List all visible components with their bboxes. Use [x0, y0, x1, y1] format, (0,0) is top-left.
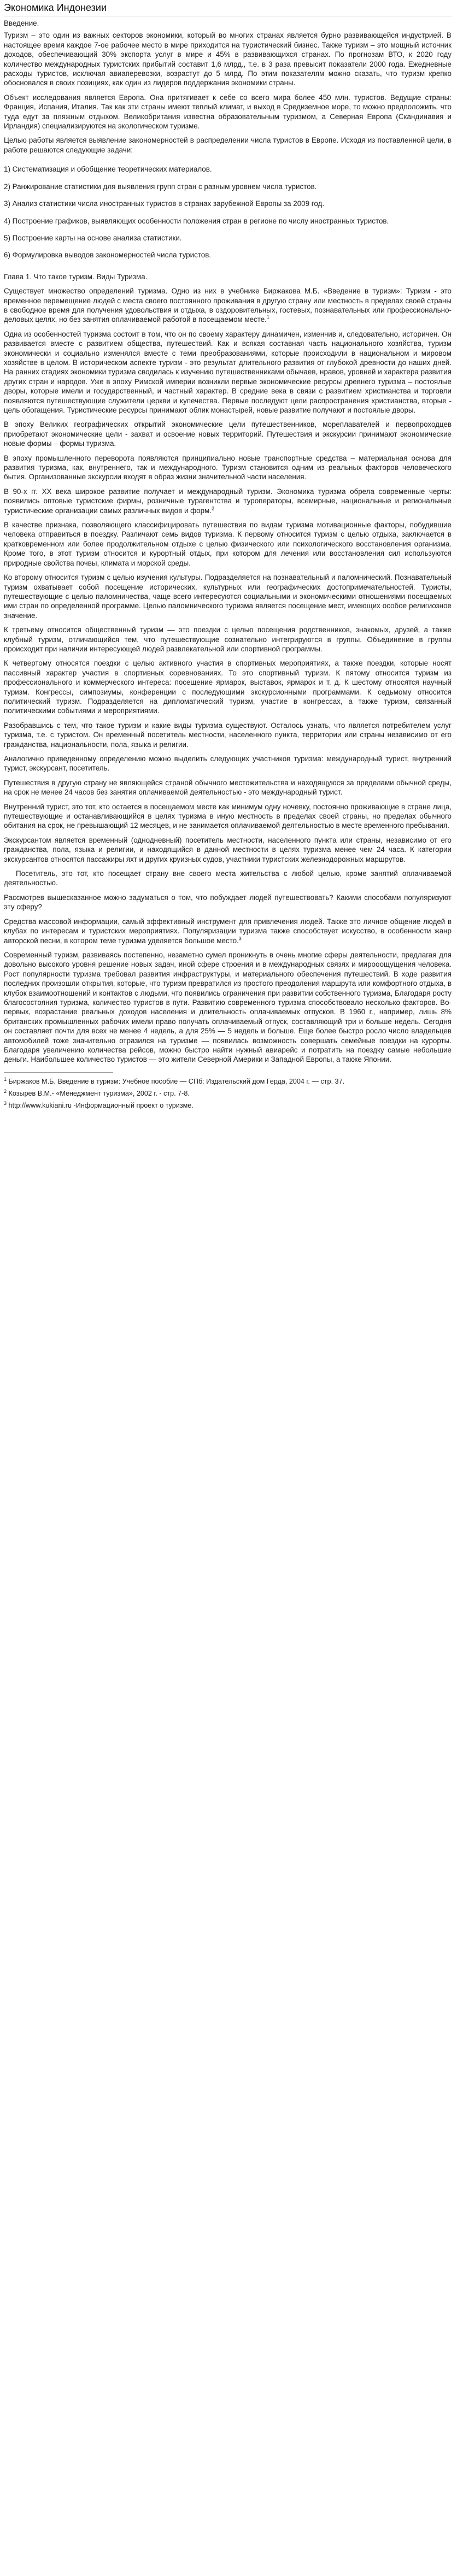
footnote-ref[interactable]: 2 [212, 505, 215, 511]
paragraph-text: Средства массовой информации, самый эффективный инструмент для привлечения людей. Также это личное общение людей в клубах по интересам и туристских мероприятиях. Популяризации туризма также способствует искусство, в особенности жанр авторской песни, в котором теме туризма уделяется большое место. [4, 917, 452, 945]
chapter-paragraph: Современный туризм, развиваясь постепенно, незаметно сумел проникнуть в очень многие сферы деятельности, предлагая для довольно высокого уровня решение новых задач, иной сфере строения и в международных связях и мирооощущения человека. Рост популярности туризма требовал развития инфраструктуры, и материального обеспечения путешествий. В ходе развития последних произошли открытия, которые, что туризм превратился из простого преодоления маршрута или комфортного отдыха, в клубок взаимоотношений и контактов с людьми, что появились ограничения при развитии собственного туризма, Благодаря росту благосостояния туризма, количество туристов в пути. Развитию современного туризма способствовало несколько факторов. Во-первых, возрастание реальных доходов населения и длительность оплачиваемых отпусков. В 1960 г., например, лишь 8% британских промышленных рабочих имели право получать оплачиваемый отпуск, составляющий три и больше недель. Сегодня он составляет почти для всех не менее 4 недель, а для 25% — 5 недель и больше. Еще более быстро росло число владельцев автомобилей тоже значительно отразился на туризме — появилась возможность совершать семейные поездки на курорты. Благодаря увеличению количества рейсов, можно быстро найти нужный авиарейс и потратить на поездку самые небольшие деньги. Наибольшее количество туристов — это жители Северной Америки и Западной Европы, а также Японии. [4, 950, 452, 1064]
chapter-paragraph: Ко второму относится туризм с целью изучения культуры. Подразделяется на познавательный и паломнический. Познавательный туризм охватывает собой посещение исторических, культурных или географических достопримечательностей. Туристы, путешествующие с целью паломничества, чаще всего интересуются социальными и экономическими отношениями посещаемых ими стран по определенной программе. Целью паломнического туризма является посещение мест, имеющих особое религиозное значение. [4, 573, 452, 620]
chapter-paragraph [4, 917, 452, 945]
chapter-paragraph: Рассмотрев вышесказанное можно задуматься о том, что побуждает людей путешествовать? Какими способами популяризуют эту сферу? [4, 893, 452, 911]
footnote-number: 2 [4, 1088, 7, 1094]
section-introduction-heading: Введение. [4, 19, 39, 27]
footnote-ref[interactable]: 1 [266, 314, 269, 320]
paragraph-text: Существует множество определений туризма. Одно из них в учебнике Биржакова М.Б. «Введение в туризм»: Туризм - это временное перемещение людей с места своего постоянного проживания в другую страну или местность в пределах своей страны в свободное время для получения удовольствия и отдыха, в оздоровительных, гостевых, познавательных или профессионально-деловых целях, но без занятия оплачиваемой работой в посещаемом месте. [4, 287, 452, 324]
tasks-list [4, 164, 452, 260]
footnote-text: Биржаков М.Б. Введение в туризм: Учебное пособие — СПб: Издательский дом Герда, 2004 г. — стр. 37. [8, 1077, 345, 1085]
chapter-paragraph: Посетитель, это тот, кто посещает страну вне своего места жительства с любой целью, кроме занятий оплачиваемой деятельностью. [4, 869, 452, 887]
document-title: Экономика Индонезии [4, 2, 107, 13]
chapter-paragraph: В эпоху Великих географических открытий экономические цели путешественников, мореплавателей и первопроходцев приобретают экономические цели - захват и освоение новых территорий. Путешествия и экскурсии принимают экономические новые формы – формы туризма. [4, 420, 452, 448]
paragraph-text: В 90-х гг. XX века широкое развитие получает и международный туризм. Экономика туризма обрела современные черты: появились оптовые туристские фирмы, розничные турагентства и туроператоры, всемирные, национальные и региональные туристические организации самых различных видов и форм. [4, 487, 452, 515]
chapter-paragraph: В качестве признака, позволяющего классифицировать путешествия по видам туризма мотивационные факторы, побудившие человека отправиться в поездку. Различают семь видов туризма. К первому относится туризм с целью отдыха, заключается в кратковременном или более продолжительном отдыхе с целью физического или психологического восстановления организма. Кроме того, в этот туризм относится и курортный отдых, при котором для лечения или восстановления сил используются природные свойства почвы, климата и морской среды. [4, 521, 452, 567]
task-item: 2) Ранжирование статистики для выявления групп стран с разным уровнем числа туристов. [4, 182, 317, 191]
footnote-text: Козырев В.М.- «Менеджмент туризма», 2002 г. - стр. 7-8. [8, 1089, 190, 1097]
task-item: 6) Формулировка выводов закономерностей числа туристов. [4, 251, 212, 260]
chapter-paragraph: Аналогично приведенному определению можно выделить следующих участников туризма: международный турист, внутренний турист, экскурсант, посетитель. [4, 755, 452, 773]
chapter-paragraph: К третьему относится общественный туризм — это поездки с целью посещения родственников, знакомых, друзей, а также клубный туризм, отличающийся тем, что путешествующие сознательно интегрируются в группы. Объединение в группы происходит при наличии интересующей людей развлекательной или спортивной программы. [4, 626, 452, 653]
chapter-paragraph: К четвертому относятся поездки с целью активного участия в спортивных мероприятиях, а также поездки, которые носят пассивный характер участия в спортивных соревнованиях. То это спортивный туризм. К пятому относится туризм из профессионального и коммерческого интереса: посещение ярмарок, выставок, ярмарок и т. д. К шестому относятся научный туризм. Конгрессы, симпозиумы, конференции с последующими экскурсионными программами. К седьмому относится политический туризм. Подразделяется на дипломатический туризм, участие в конгрессах, а также туризм, связанный политическими событиями и мероприятиями. [4, 659, 452, 715]
intro-paragraph-1: Туризм – это один из важных секторов экономики, который во многих странах является бурно развивающейся индустрией. В настоящее время каждое 7-ое рабочее место в мире приходится на туристический бизнес. Также туризм – это мощный источник доходов, обеспечивающий 30% экспорта услуг в мире и 45% в развивающихся странах. По прогнозам ВТО, к 2020 году количество международных туристских прибытий составит 1,6 млрд., т.е. в 3 раза превысит показатели 2000 года. Ежедневные расходы туристов, исключая авиаперевозки, возрастут до 5 млрд. По этим показателям можно сказать, что туризм крепко обосновался в своих позициях, как один из лидеров поддержания экономики страны. [4, 31, 452, 87]
footnote [4, 1101, 452, 1110]
chapter-paragraph: Путешествия в другую страну не являющейся страной обычного местожительства и находящуюся за пределами обычной среды, на срок не менее 24 часов без занятия оплачиваемой деятельностью - это международный турист. [4, 778, 452, 797]
footnote-ref[interactable]: 3 [238, 936, 242, 942]
intro-paragraph-2: Объект исследования является Европа. Она притягивает к себе со всего мира более 450 млн. туристов. Ведущие страны: Франция, Испания, Италия. Так как эти страны имеют теплый климат, и выход в Средиземное море, то можно предположить, что туда едут за пляжным отдыхом. Великобритания известна образовательным туризмом, а Северная Европа (Скандинавия и Ирландия) специализируются на экологическом туризме. [4, 93, 452, 131]
intro-paragraph-3: Целью работы является выявление закономерностей в распределении числа туристов в Европе. Исходя из поставленной цели, в работе решаются следующие задачи: [4, 136, 452, 154]
task-item: 5) Построение карты на основе анализа статистики. [4, 233, 182, 242]
chapter-1-heading: Глава 1. Что такое туризм. Виды Туризма. [4, 272, 148, 281]
chapter-paragraph: Экскурсантом является временный (однодневный) посетитель местности, населенного пункта или страны, независимо от его гражданства, пола, языка и религии, и находящийся в данной местности в целях туризма менее чем 24 часа. К категории экскурсантов относятся пассажиры яхт и других круизных судов, участники туристских железнодорожных маршрутов. [4, 836, 452, 863]
task-item: 4) Построение графиков, выявляющих особенности положения стран в регионе по числу иностранных туристов. [4, 216, 389, 225]
document-page [0, 1, 455, 1110]
chapter-paragraph: В эпоху промышленного переворота появляются принципиально новые транспортные средства – материальная основа для развития туризма, как, внутреннего, так и международного. Туризм становится одним из реальных факторов человеческого бытия. Организованные экскурсии входят в образ жизни значительной части населения. [4, 454, 452, 481]
chapter-paragraph: Внутренний турист, это тот, кто остается в посещаемом месте как минимум одну ночевку, постоянно проживающие в стране лица, путешествующие и останавливающийся в целях туризма в иную местность в пределах своей страны, но пределах обычного обитания на срок, не превышающий 12 месяцев, и не занимается оплачиваемой деятельностью в месте временного пребывания. [4, 802, 452, 830]
footnote-divider [4, 1072, 113, 1073]
chapter-paragraph [4, 487, 452, 515]
chapter-paragraph [4, 286, 452, 325]
footnote-text[interactable]: http://www.kukiani.ru -Информационный проект о туризме. [8, 1101, 194, 1109]
task-item: 1) Систематизация и обобщение теоретических материалов. [4, 165, 212, 174]
chapter-paragraph: Одна из особенностей туризма состоит в том, что он по своему характеру динамичен, изменчив и, следовательно, историчен. Он развивается вместе с развитием общества, путешествий. Как и всякая составная часть национального хозяйства, туризм экономически и социально изменялся вместе с теми преобразованиями, которые происходили в национальном и мировом хозяйстве в целом. В историческом аспекте туризм - это результат длительного развития от глубокой древности до наших дней. На ранних стадиях экономики туризма сводилась к изучению путешественниками обычаев, нравов, уровней и характера развития других стран и народов. Уже в эпоху Римской империи возникли первые экономические ресурсы древнего туризма – постоялые дворы, которые имели и государственный, и частный характер. В средние века в связи с развитием христианства и торговли появляются путешествующие служители церкви и купечества. Первые последуют цели распространения христианства, вторые - цель обогащения. Туристические ресурсы принимают облик монастырей, новые развитие получают и постоялые дворы. [4, 330, 452, 414]
footnote [4, 1077, 452, 1086]
chapter-paragraph: Разобравшись с тем, что такое туризм и какие виды туризма существуют. Осталось узнать, что является потребителем услуг туризма, т.е. с туристом. Он временный посетитель местности, населенного пункта, территории или страны независимо от его гражданства, национальности, пола, языка и религии. [4, 721, 452, 749]
task-item: 3) Анализ статистики числа иностранных туристов в странах зарубежной Европы за 2009 год. [4, 199, 325, 208]
title-block [4, 1, 452, 16]
footnote [4, 1089, 452, 1098]
footnote-number: 3 [4, 1100, 7, 1106]
footnote-number: 1 [4, 1076, 7, 1082]
